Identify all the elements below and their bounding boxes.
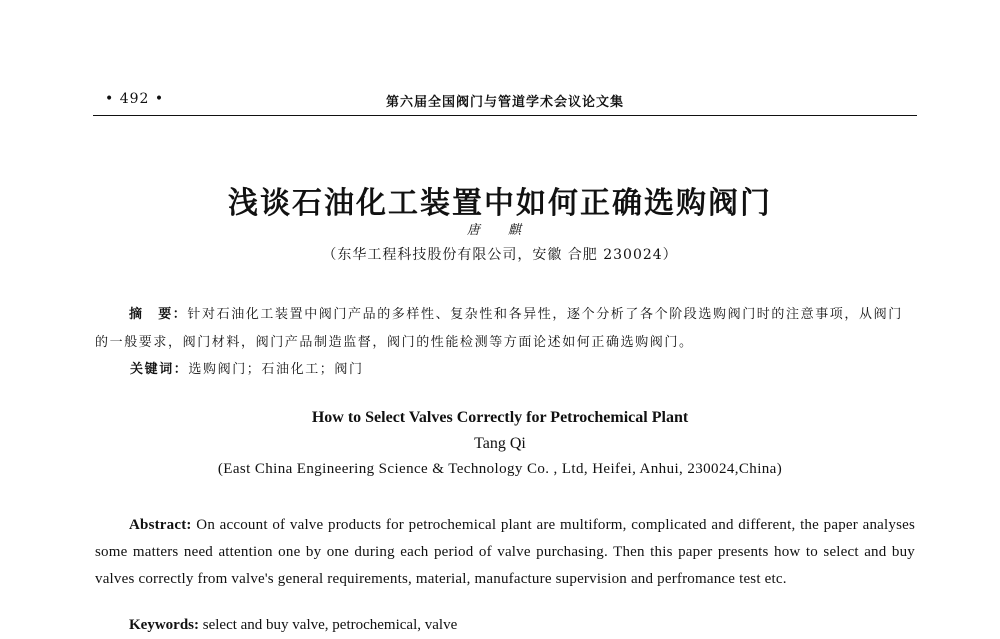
chinese-keywords: [130, 358, 364, 377]
chinese-abstract-text: 针对石油化工装置中阀门产品的多样性、复杂性和各异性，逐个分析了各个阶段选购阀门时的注意事项，从阀门的一般要求，阀门材料，阀门产品制造监督，阀门的性能检测等方面论述如何正确选购阀门。: [95, 307, 903, 350]
proceedings-title: 第六届全国阀门与管道学术会议论文集: [385, 95, 624, 110]
english-keywords-label: Keywords:: [129, 617, 199, 633]
chinese-keywords-label: 关键词：: [130, 362, 189, 377]
running-header: [93, 91, 917, 117]
english-abstract: [95, 512, 915, 593]
page-number: • 492 •: [105, 91, 165, 107]
english-title: How to Select Valves Correctly for Petrochemical Plant: [311, 409, 689, 426]
english-keywords: [129, 617, 457, 634]
chinese-abstract: [95, 301, 915, 357]
english-abstract-text: On account of valve products for petrochemical plant are multiform, complicated and different, the paper analyses some matters need attention one by one during each period of valve purchasing. Then this paper presents how to select and buy valves correctly from valve's general requirements, material, manufacture supervision and perfromance test etc.: [95, 517, 916, 587]
english-author: Tang Qi: [474, 435, 526, 452]
chinese-keywords-text: 选购阀门；石油化工；阀门: [188, 362, 364, 377]
english-affiliation: (East China Engineering Science & Technology Co. , Ltd, Heifei, Anhui, 230024,China): [217, 461, 783, 477]
english-abstract-label: Abstract:: [129, 517, 192, 533]
chinese-abstract-label: 摘 要：: [129, 307, 188, 322]
chinese-affiliation: （东华工程科技股份有限公司，安徽 合肥 230024）: [322, 247, 678, 263]
header-rule: [93, 115, 917, 116]
chinese-title: 浅谈石油化工装置中如何正确选购阀门: [228, 186, 772, 221]
chinese-author: 唐 麒: [466, 223, 534, 238]
english-keywords-text: select and buy valve, petrochemical, valve: [202, 617, 458, 633]
